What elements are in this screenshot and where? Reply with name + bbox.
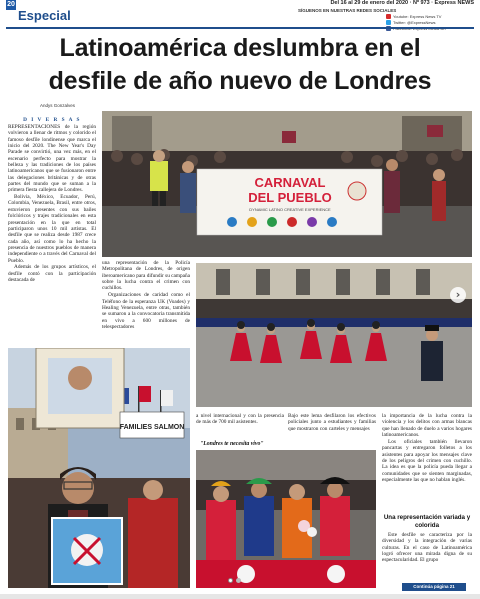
photo-folk-dancers [196,450,376,588]
article-column-2: una representación de la Policía Metropolitana de Londres, de origen iberoamericano para difundir su campaña sobre la lucha contra el crimen con cuchillos. Organizaciones de caridad como el Teléfono de la esperanza UK (Voades) y Healing Venezuela, entre otras, también se sumaron a la convocatoria transmitida en vivo a 600 millones de telespectadores [102,260,190,330]
article-column-4: Bajo este lema desfilaron los efectivos policiales junto a estudiantes y familias que mostraron con carteles y mensajes [288,413,376,432]
social-twitter[interactable]: Twitter: @ExpressNews [386,19,476,25]
page-header [6,0,474,24]
svg-text:FAMILIES SALMON: FAMILIES SALMON [119,424,185,431]
bottom-bar [0,594,480,599]
svg-text:DYNAMIC LATINO CREATIVE EXPERI: DYNAMIC LATINO CREATIVE EXPERIENCE [249,207,331,212]
svg-text:CARNAVAL: CARNAVAL [254,175,326,190]
continue-page-link[interactable]: Continúa página 21 [402,583,466,591]
lead-word: D I V E R S A S [23,117,81,123]
photo-caption: "Londres te necesita vivo" [200,441,264,447]
carnaval-banner-image [102,111,472,257]
article-column-5b: Este desfile se caracteriza por la diversidad y la integración de varias culturas. En el caso de Latinoamérica logró ofrecer una mirada digna de su espectacularidad. El grupo [382,532,472,564]
svg-text:DEL PUEBLO: DEL PUEBLO [248,190,332,205]
photo-dancers [196,263,472,407]
social-youtube[interactable]: Youtube: Express News TV [386,13,476,19]
carousel-dot-2[interactable] [236,578,241,583]
article-column-1: D I V E R S A S REPRESENTACIONES de la región volvieron a llenar de ritmos y colorido el famoso desfile londinense que marca el inicio del 2020. The New Year's Day Parade se convirtió, una vez más, en el escenario perfecto para mostrar la belleza y las tradiciones de los países latinoamericanos que se fusionaron entre las delegaciones británicas y de otras partes del mundo que se suman a la primera fiesta callejera de Londres. Bolivia, México, Ecuador, Perú, Colombia, Venezuela, Brasil, entre otros, estuvieron presentes con sus bailes folclóricos y trajes tradicionales en esta presentación en la que en total participaron unos 10 mil artistas. El desfile que se realiza desde 1987 crece cada año, así como lo ha hecho la presencia de nuestros pueblos de manera independiente o a través del Carnaval del Pueblo. Además de los grupos artísticos, el desfile contó con la participación destacada de [8,117,96,284]
byline: Andys Gonzalves [40,103,76,108]
subheading: Una representación variada y colorida [383,514,471,529]
youtube-icon [386,14,391,19]
page-number: 20 [7,1,15,8]
twitter-icon [386,20,391,25]
article-column-3: a nivel internacional y con la presencia de más de 700 mil asistentes. [196,413,284,426]
photo-carnaval-banner [102,111,472,257]
section-title: Especial [18,8,71,23]
header-rule [6,27,474,29]
headline: Latinoamérica deslumbra en el desfile de año nuevo de Londres [48,34,432,95]
next-photo-button[interactable]: › [450,287,466,303]
issue-date: Del 16 al 29 de enero del 2020 · Nº 973 · Express NEWS [330,0,474,6]
social-title: SÍGUENOS EN NUESTRAS REDES SOCIALES [298,8,397,13]
carousel-dot-1[interactable] [228,578,233,583]
article-column-5: la importancia de la lucha contra la violencia y los delitos con armas blancas que han llenado de duelo a varios hogares latinoamericanos. Los oficiales también llevaron pancartas y entregaron folletos a los asistentes para apoyar los mensajes clave de los peligros del crimen con cuchillo. La idea es que la policía pueda llegar a comunidades que se sienten marginadas, especialmente las que no hablan inglés. [382,413,472,483]
carousel-dots [228,578,241,583]
photo-police-sign [8,348,190,588]
